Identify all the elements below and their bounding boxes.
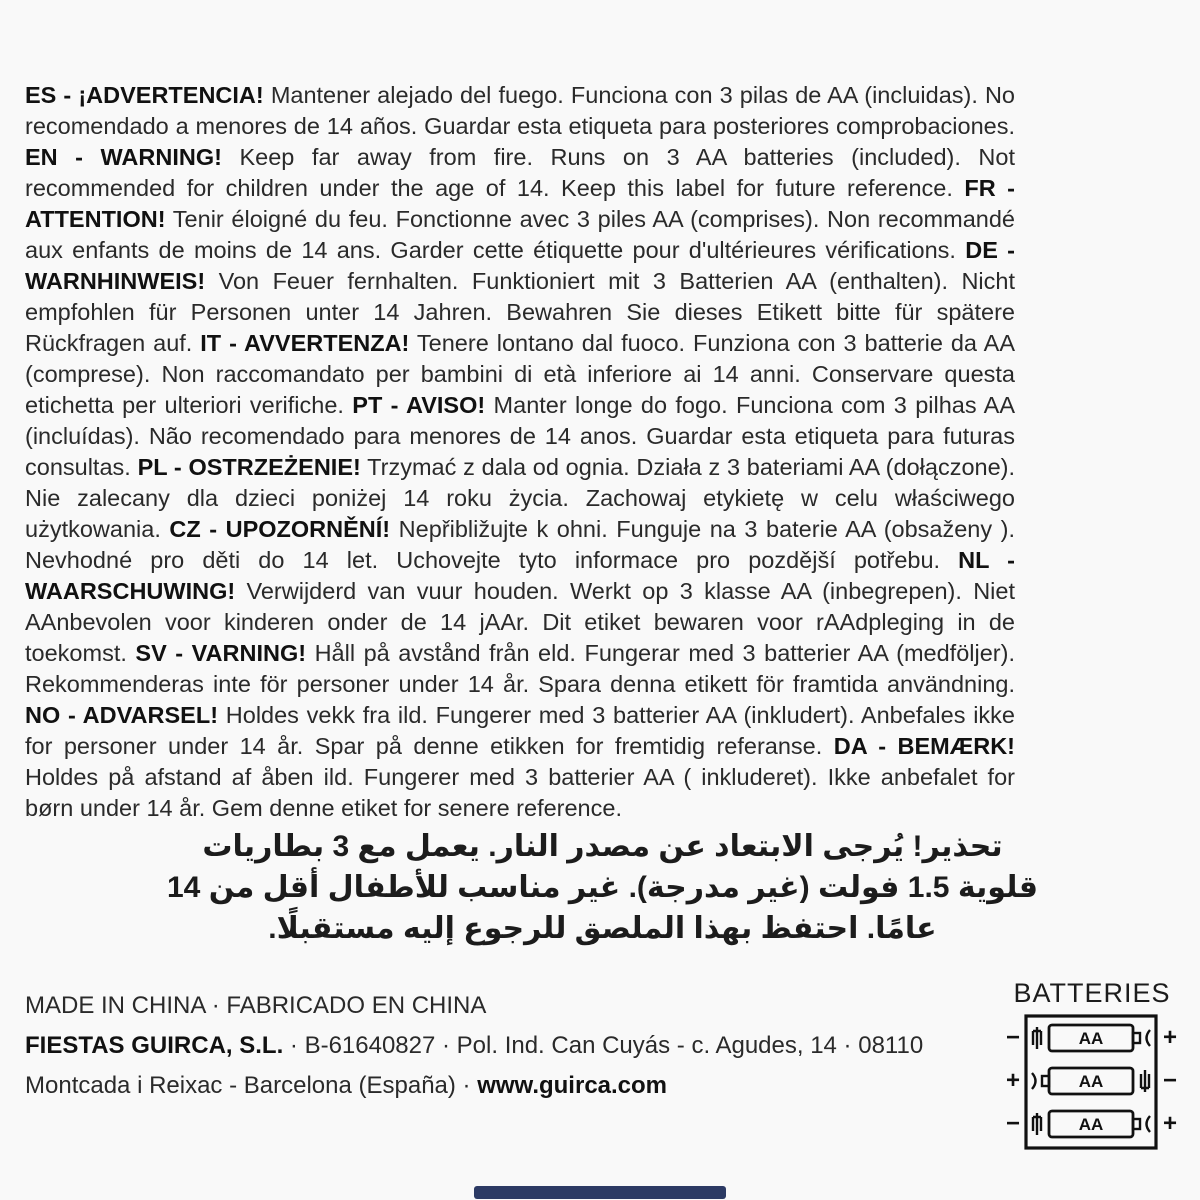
polarity-sign: − (1005, 1110, 1021, 1137)
warning-lang-label: FR - ATTENTION! (25, 174, 1015, 232)
battery-compartment-icon (1004, 1012, 1180, 1154)
company-registration: · B-61640827 · Pol. Ind. Can Cuyás - c. Agudes, 14 · 08110 (283, 1032, 924, 1059)
company-line (25, 1026, 1015, 1066)
warning-lang-label: PL - OSTRZEŻENIE! (137, 453, 361, 480)
arabic-warning-line: عامًا. احتفظ بهذا الملصق للرجوع إليه مستقبلًا. (268, 912, 937, 945)
warning-lang-label: DA - BEMÆRK! (833, 732, 1015, 759)
arabic-warning-block (25, 826, 1180, 949)
warning-lang-label: ES - ¡ADVERTENCIA! (25, 81, 264, 108)
battery-aa-label: AA (1078, 1072, 1104, 1091)
website-link: www.guirca.com (477, 1072, 668, 1099)
warning-lang-label: DE - WARNHINWEIS! (25, 236, 1015, 294)
battery-aa-label: AA (1078, 1029, 1104, 1048)
polarity-sign: + (1162, 1024, 1178, 1051)
warning-lang-label: CZ - UPOZORNĚNÍ! (169, 515, 391, 542)
warning-lang-label: SV - VARNING! (135, 639, 307, 666)
warning-lang-label: IT - AVVERTENZA! (200, 329, 410, 356)
arabic-warning-line: قلوية 1.5 فولت (غير مدرجة). غير مناسب للأطفال أقل من 14 (167, 871, 1038, 904)
batteries-title: BATTERIES (1013, 978, 1171, 1008)
polarity-sign: + (1162, 1110, 1178, 1137)
address-text: Montcada i Reixac - Barcelona (España) · (25, 1072, 478, 1099)
warning-lang-label: PT - AVISO! (352, 391, 486, 418)
bottom-bar (474, 1186, 726, 1199)
warning-lang-label: EN - WARNING! (25, 143, 222, 170)
arabic-warning-line: تحذير! يُرجى الابتعاد عن مصدر النار. يعمل مع 3 بطاريات (202, 830, 1003, 863)
polarity-sign: + (1005, 1067, 1021, 1094)
made-in-text: MADE IN CHINA · FABRICADO EN CHINA (25, 992, 487, 1019)
battery-aa-label: AA (1078, 1115, 1104, 1134)
warning-lang-label: NO - ADVARSEL! (25, 701, 219, 728)
polarity-sign: − (1162, 1067, 1178, 1094)
warning-paragraph: ES - ¡ADVERTENCIA! Mantener alejado del fuego. Funciona con 3 pilas de AA (incluidas). No recomendado a menores de 14 años. Guardar esta etiqueta para posteriores comprobaciones. EN - WARNING! Keep far away from fire. Runs on 3 AA batteries (included). Not recommended for children under the age of 14. Keep this label for future reference. FR - ATTENTION! Tenir éloigné du feu. Fonctionne avec 3 piles AA (comprises). Non recommandé aux enfants de moins de 14 ans. Garder cette étiquette pour d'ultérieures vérifications. DE - WARNHINWEIS! Von Feuer fernhalten. Funktioniert mit 3 Batterien AA (enthalten). Nicht empfohlen für Personen unter 14 Jahren. Bewahren Sie dieses Etikett bitte für spätere Rückfragen auf. IT - AVVERTENZA! Tenere lontano dal fuoco. Funziona con 3 batterie da AA (comprese). Non raccomandato per bambini di età inferiore ai 14 anni. Conservare questa etichetta per ulteriori verifiche. PT - AVISO! Manter longe do fogo. Funciona com 3 pilhas AA (incluídas). Não recomendado para menores de 14 anos. Guardar esta etiqueta para futuras consultas. PL - OSTRZEŻENIE! Trzymać z dala od ognia. Działa z 3 bateriami AA (dołączone). Nie zalecany dla dzieci poniżej 14 roku życia. Zachowaj etykietę w celu właściwego użytkowania. CZ - UPOZORNĚNÍ! Nepřibližujte k ohni. Funguje na 3 baterie AA (obsaženy ). Nevhodné pro děti do 14 let. Uchovejte tyto informace pro pozdější potřebu. NL - WAARSCHUWING! Verwijderd van vuur houden. Werkt op 3 klasse AA (inbegrepen). Niet AAnbevolen voor kinderen onder de 14 jAAr. Dit etiket bewaren voor rAAdpleging in de toekomst. SV - VARNING! Håll på avstånd från eld. Fungerar med 3 batterier AA (medföljer). Rekommenderas inte för personer under 14 år. Spara denna etikett för framtida användning. NO - ADVARSEL! Holdes vekk fra ild. Fungerer med 3 batterier AA (inkludert). Anbefales ikke for personer under 14 år. Spar på denne etikken for fremtidig referanse. DA - BEMÆRK! Holdes på afstand af åben ild. Fungerer med 3 batterier AA ( inkluderet). Ikke anbefalet for børn under 14 år. Gem denne etiket for senere reference. (25, 81, 1016, 821)
warning-lang-label: NL - WAARSCHUWING! (25, 546, 1016, 604)
company-name: FIESTAS GUIRCA, S.L. (25, 1032, 284, 1059)
made-in-line (25, 986, 1015, 1026)
polarity-sign: − (1005, 1024, 1021, 1051)
batteries-diagram (1004, 978, 1180, 1154)
manufacturer-footer (25, 986, 1015, 1106)
address-line (25, 1066, 1015, 1106)
